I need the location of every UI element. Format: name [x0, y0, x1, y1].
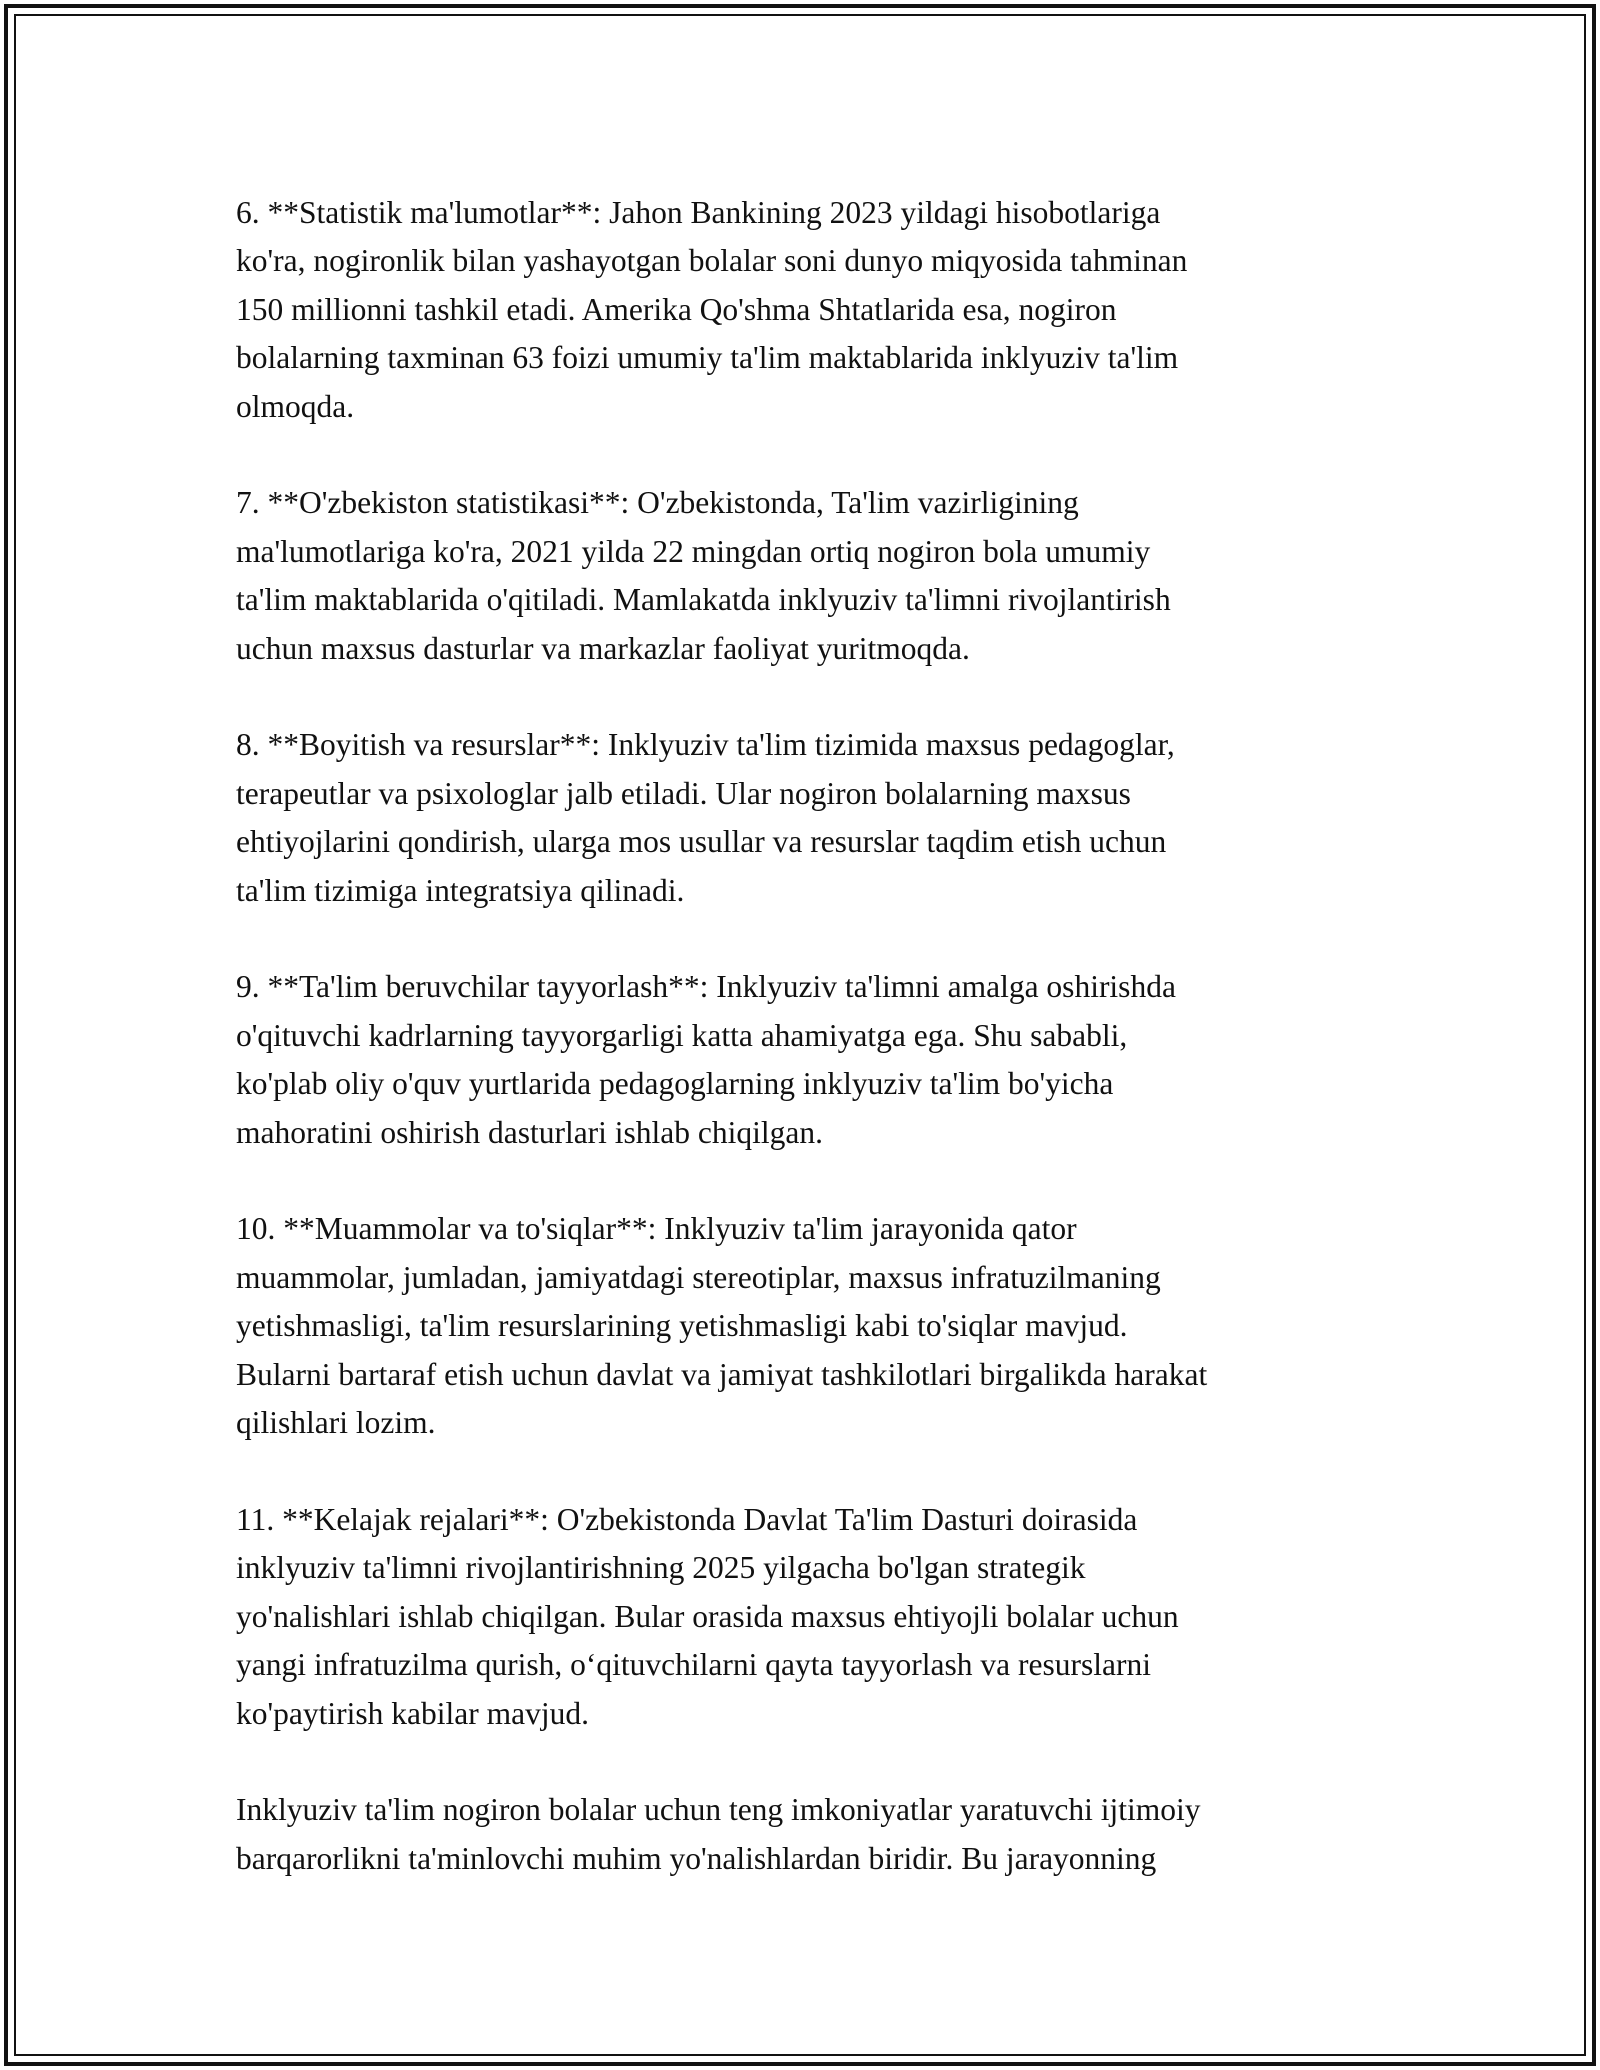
paragraph-problems	[236, 1205, 1386, 1447]
text-line: 9. **Ta'lim beruvchilar tayyorlash**: Inklyuziv ta'limni amalga oshirishda	[236, 969, 1176, 1005]
text-line: 6. **Statistik ma'lumotlar**: Jahon Bankining 2023 yildagi hisobotlariga	[236, 195, 1161, 230]
text-line: yangi infratuzilma qurish, o‘qituvchilarni qayta tayyorlash va resurslarni	[236, 1647, 1151, 1683]
paragraph-uzbekistan-statistics	[236, 479, 1386, 673]
text-line: 7. **O'zbekiston statistikasi**: O'zbekistonda, Ta'lim vazirligining	[236, 485, 1079, 521]
paragraph-conclusion	[236, 1786, 1386, 1883]
text-line: ehtiyojlarini qondirish, ularga mos usullar va resurslar taqdim etish uchun	[236, 824, 1167, 860]
text-line: 8. **Boyitish va resurslar**: Inklyuziv ta'lim tizimida maxsus pedagoglar,	[236, 727, 1175, 763]
paragraph-statistics	[236, 189, 1386, 431]
text-line: o'qituvchi kadrlarning tayyorgarligi katta ahamiyatga ega. Shu sababli,	[236, 1017, 1128, 1053]
text-line: ko'paytirish kabilar mavjud.	[236, 1695, 589, 1731]
text-line: 11. **Kelajak rejalari**: O'zbekistonda Davlat Ta'lim Dasturi doirasida	[236, 1501, 1138, 1537]
paragraph-resources	[236, 721, 1386, 915]
text-line: uchun maxsus dasturlar va markazlar faoliyat yuritmoqda.	[236, 630, 970, 666]
text-line: ko'ra, nogironlik bilan yashayotgan bolalar soni dunyo miqyosida tahminan	[236, 243, 1188, 279]
text-line: yetishmasligi, ta'lim resurslarining yetishmasligi kabi to'siqlar mavjud.	[236, 1308, 1128, 1344]
text-line: inklyuziv ta'limni rivojlantirishning 2025 yilgacha bo'lgan strategik	[236, 1550, 1086, 1586]
paragraph-teacher-training	[236, 963, 1386, 1157]
paragraph-future-plans	[236, 1496, 1386, 1738]
text-line: terapeutlar va psixologlar jalb etiladi. Ular nogiron bolalarning maxsus	[236, 775, 1131, 811]
text-line: qilishlari lozim.	[236, 1405, 436, 1441]
text-line: yo'nalishlari ishlab chiqilgan. Bular orasida maxsus ehtiyojli bolalar uchun	[236, 1598, 1179, 1634]
text-line: ta'lim maktablarida o'qitiladi. Mamlakatda inklyuziv ta'limni rivojlantirish	[236, 582, 1171, 618]
text-line: Inklyuziv ta'lim nogiron bolalar uchun teng imkoniyatlar yaratuvchi ijtimoiy	[236, 1792, 1201, 1828]
text-line: muammolar, jumladan, jamiyatdagi stereotiplar, maxsus infratuzilmaning	[236, 1259, 1161, 1295]
text-line: Bularni bartaraf etish uchun davlat va jamiyat tashkilotlari birgalikda harakat	[236, 1356, 1208, 1392]
text-line: 150 millionni tashkil etadi. Amerika Qo'shma Shtatlarida esa, nogiron	[236, 291, 1117, 327]
text-line: ma'lumotlariga ko'ra, 2021 yilda 22 mingdan ortiq nogiron bola umumiy	[236, 533, 1151, 569]
text-line: ta'lim tizimiga integratsiya qilinadi.	[236, 872, 685, 908]
document-body	[236, 189, 1386, 1932]
text-line: barqarorlikni ta'minlovchi muhim yo'nalishlardan biridir. Bu jarayonning	[236, 1840, 1157, 1876]
text-line: bolalarning taxminan 63 foizi umumiy ta'lim maktablarida inklyuziv ta'lim	[236, 340, 1179, 376]
text-line: olmoqda.	[236, 388, 355, 424]
text-line: 10. **Muammolar va to'siqlar**: Inklyuziv ta'lim jarayonida qator	[236, 1211, 1077, 1247]
text-line: ko'plab oliy o'quv yurtlarida pedagoglarning inklyuziv ta'lim bo'yicha	[236, 1066, 1114, 1102]
text-line: mahoratini oshirish dasturlari ishlab chiqilgan.	[236, 1114, 824, 1150]
